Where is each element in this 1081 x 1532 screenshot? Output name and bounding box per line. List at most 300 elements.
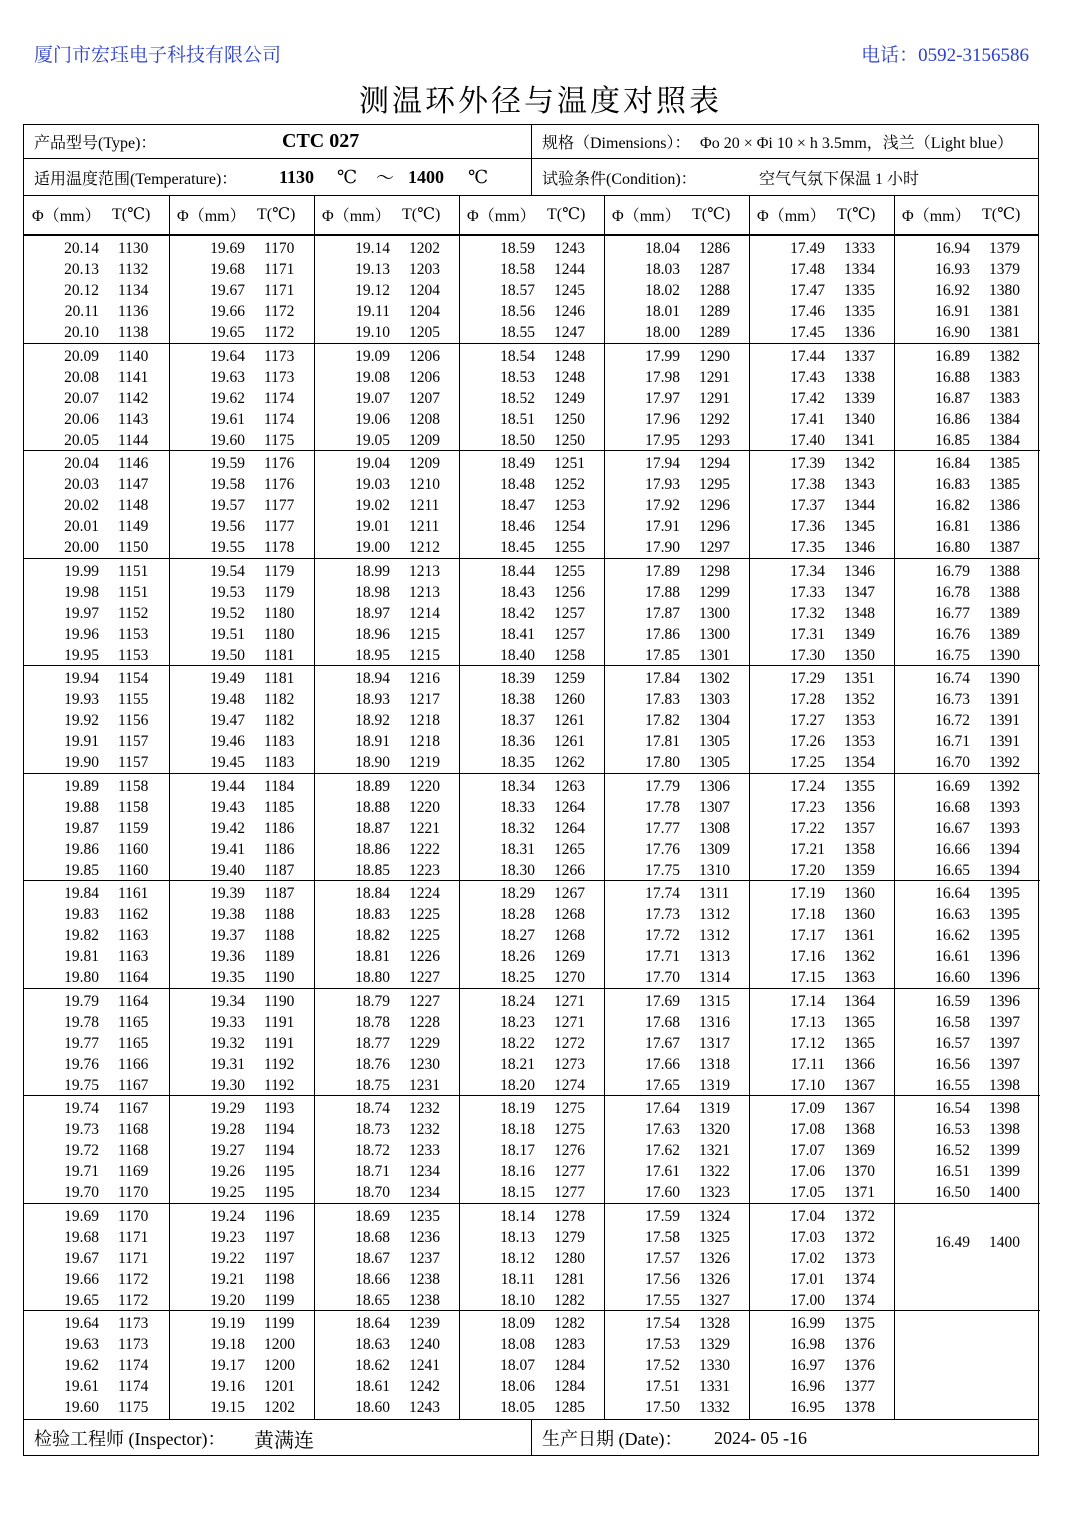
table-row — [895, 1142, 1040, 1163]
temperature-header: T(℃) — [547, 206, 586, 223]
temperature-value: 1391 — [989, 712, 1020, 729]
table-row — [315, 1056, 460, 1077]
table-row — [750, 1142, 895, 1163]
diameter-value: 17.77 — [645, 819, 680, 837]
temperature-value: 1383 — [989, 368, 1020, 386]
diameter-value: 20.03 — [64, 476, 99, 493]
table-row — [170, 432, 315, 453]
table-row — [460, 778, 605, 799]
temperature-value: 1199 — [264, 1291, 295, 1309]
diameter-value: 19.00 — [355, 539, 390, 556]
divider — [459, 196, 460, 234]
table-row — [605, 539, 750, 560]
table-row — [24, 820, 169, 841]
table-row — [170, 411, 315, 432]
table-row — [460, 799, 605, 820]
temperature-value: 1371 — [844, 1184, 875, 1201]
temperature-value: 1367 — [844, 1100, 875, 1117]
temperature-value: 1186 — [264, 819, 295, 837]
table-row — [170, 647, 315, 668]
temperature-value: 1172 — [264, 324, 295, 341]
diameter-value: 19.21 — [210, 1270, 245, 1288]
diameter-value: 17.07 — [790, 1142, 825, 1159]
diameter-value: 18.01 — [645, 303, 680, 320]
table-row — [170, 303, 315, 324]
temperature-header: T(℃) — [257, 206, 296, 223]
temperature-value: 1215 — [409, 646, 440, 664]
temperature-value: 1161 — [118, 885, 149, 902]
table-row — [750, 1271, 895, 1292]
inspector-name: 黄满连 — [254, 1429, 314, 1452]
table-row — [750, 1250, 895, 1271]
diameter-value: 17.96 — [645, 410, 680, 428]
table-row — [605, 1271, 750, 1292]
temperature-value: 1242 — [409, 1378, 440, 1395]
table-row — [895, 948, 1040, 969]
table-row — [460, 1250, 605, 1271]
diameter-value: 18.34 — [500, 777, 535, 795]
table-row — [315, 906, 460, 927]
divider — [894, 196, 895, 234]
table-row — [315, 303, 460, 324]
temperature-value: 1397 — [989, 1055, 1020, 1073]
temperature-value: 1267 — [554, 885, 585, 902]
temperature-value: 1374 — [844, 1291, 875, 1309]
table-row — [315, 754, 460, 775]
diameter-value: 19.68 — [210, 261, 245, 278]
temperature-value: 1373 — [844, 1249, 875, 1267]
diameter-value: 19.92 — [64, 712, 99, 729]
diameter-value: 18.31 — [500, 840, 535, 858]
diameter-value: 18.12 — [500, 1249, 535, 1267]
temperature-value: 1291 — [699, 368, 730, 386]
table-row — [605, 1056, 750, 1077]
diameter-value: 18.98 — [355, 583, 390, 601]
temperature-value: 1250 — [554, 410, 585, 428]
diameter-value: 16.98 — [790, 1336, 825, 1353]
temperature-value: 1215 — [409, 625, 440, 643]
temperature-value: 1164 — [118, 992, 149, 1010]
diameter-value: 17.49 — [790, 240, 825, 257]
temperature-value: 1194 — [264, 1142, 295, 1159]
table-row — [170, 927, 315, 948]
diameter-value: 19.99 — [64, 562, 99, 580]
table-row — [24, 539, 169, 560]
table-row — [170, 1292, 315, 1313]
diameter-value: 17.78 — [645, 798, 680, 816]
diameter-value: 20.08 — [64, 368, 99, 386]
temperature-value: 1183 — [264, 754, 295, 771]
table-row — [315, 240, 460, 261]
temperature-value: 1328 — [699, 1315, 730, 1332]
temperature-value: 1255 — [554, 562, 585, 580]
temperature-value: 1181 — [264, 670, 295, 687]
table-column — [314, 236, 460, 1419]
diameter-value: 17.86 — [645, 625, 680, 643]
table-row — [170, 862, 315, 883]
diameter-value: 17.89 — [645, 562, 680, 580]
table-row — [750, 1100, 895, 1121]
temperature-value: 1232 — [409, 1100, 440, 1117]
table-row — [315, 1121, 460, 1142]
diameter-value: 20.02 — [64, 497, 99, 514]
diameter-value: 19.51 — [210, 625, 245, 643]
diameter-value: 18.57 — [500, 282, 535, 299]
table-row — [605, 303, 750, 324]
table-row — [605, 1357, 750, 1378]
temperature-value: 1340 — [844, 410, 875, 428]
table-row — [315, 927, 460, 948]
temperature-value: 1225 — [409, 927, 440, 944]
diameter-value: 16.82 — [935, 497, 970, 514]
diameter-value: 19.39 — [210, 885, 245, 902]
temperature-value: 1314 — [699, 969, 730, 986]
diameter-value: 19.34 — [210, 992, 245, 1010]
temperature-value: 1204 — [409, 303, 440, 320]
diameter-value: 19.91 — [64, 733, 99, 750]
temperature-value: 1271 — [554, 1013, 585, 1031]
diameter-value: 17.19 — [790, 885, 825, 902]
diameter-value: 18.56 — [500, 303, 535, 320]
diameter-value: 19.94 — [64, 670, 99, 687]
temperature-value: 1275 — [554, 1121, 585, 1138]
diameter-value: 19.89 — [64, 777, 99, 795]
diameter-value: 16.88 — [935, 368, 970, 386]
diameter-value: 19.82 — [64, 927, 99, 944]
table-row — [315, 432, 460, 453]
table-column — [894, 236, 1040, 1419]
table-row — [605, 240, 750, 261]
temperature-value: 1299 — [699, 583, 730, 601]
table-row — [750, 539, 895, 560]
diameter-value: 19.09 — [355, 347, 390, 365]
diameter-value: 18.93 — [355, 691, 390, 708]
temperature-value: 1162 — [118, 906, 149, 923]
divider — [314, 196, 315, 234]
diameter-value: 16.63 — [935, 906, 970, 923]
table-row — [750, 993, 895, 1014]
table-row — [315, 1336, 460, 1357]
table-row — [605, 497, 750, 518]
table-row — [605, 432, 750, 453]
diameter-value: 18.48 — [500, 476, 535, 493]
diameter-value: 17.54 — [645, 1315, 680, 1332]
table-row — [170, 778, 315, 799]
table-row — [460, 969, 605, 990]
table-row — [24, 240, 169, 261]
temperature-value: 1257 — [554, 625, 585, 643]
table-row — [750, 948, 895, 969]
table-row — [750, 927, 895, 948]
table-row — [605, 862, 750, 883]
temperature-value: 1396 — [989, 992, 1020, 1010]
temperature-value: 1204 — [409, 282, 440, 299]
diameter-value: 18.37 — [500, 712, 535, 729]
temperature-value: 1154 — [118, 670, 149, 687]
temperature-value: 1246 — [554, 303, 585, 320]
table-row — [315, 411, 460, 432]
temperature-value: 1168 — [118, 1142, 149, 1159]
temperature-value: 1323 — [699, 1184, 730, 1201]
temperature-value: 1220 — [409, 798, 440, 816]
temperature-value: 1296 — [699, 518, 730, 535]
table-row — [460, 1399, 605, 1420]
table-row — [170, 605, 315, 626]
temperature-value: 1388 — [989, 562, 1020, 580]
diameter-value: 17.93 — [645, 476, 680, 493]
table-row — [24, 948, 169, 969]
temperature-value: 1217 — [409, 691, 440, 708]
diameter-value: 19.30 — [210, 1076, 245, 1094]
diameter-value: 18.82 — [355, 927, 390, 944]
table-row — [895, 497, 1040, 518]
diameter-value: 17.12 — [790, 1034, 825, 1052]
temperature-value: 1170 — [118, 1207, 149, 1225]
table-row — [605, 1100, 750, 1121]
temperature-value: 1281 — [554, 1270, 585, 1288]
temperature-value: 1144 — [118, 431, 149, 449]
diameter-value: 19.95 — [64, 646, 99, 664]
table-row — [605, 647, 750, 668]
temperature-value: 1171 — [264, 282, 295, 299]
temperature-value: 1258 — [554, 646, 585, 664]
temperature-value: 1398 — [989, 1121, 1020, 1138]
diameter-value: 19.05 — [355, 431, 390, 449]
table-row — [24, 1014, 169, 1035]
diameter-value: 18.81 — [355, 948, 390, 965]
table-row — [750, 282, 895, 303]
table-column — [24, 236, 169, 1419]
diameter-value: 16.83 — [935, 476, 970, 493]
diameter-value: 16.79 — [935, 562, 970, 580]
table-row — [895, 754, 1040, 775]
temperature-value: 1376 — [844, 1336, 875, 1353]
diameter-value: 19.68 — [64, 1228, 99, 1246]
table-row — [605, 969, 750, 990]
dims-value: Φo 20 × Φi 10 × h 3.5mm，浅兰（Light blue） — [700, 135, 1013, 152]
diameter-value: 17.03 — [790, 1228, 825, 1246]
diameter-value: 17.39 — [790, 455, 825, 472]
table-row — [24, 369, 169, 390]
diameter-value: 18.03 — [645, 261, 680, 278]
temperature-value: 1174 — [118, 1378, 149, 1395]
diameter-value: 18.33 — [500, 798, 535, 816]
diameter-value: 17.73 — [645, 906, 680, 923]
table-row — [315, 324, 460, 345]
table-row — [315, 1378, 460, 1399]
table-row — [460, 1378, 605, 1399]
table-row — [750, 476, 895, 497]
temperature-value: 1182 — [264, 712, 295, 729]
table-column — [604, 236, 750, 1419]
temperature-value: 1268 — [554, 927, 585, 944]
table-row — [170, 1163, 315, 1184]
diameter-value: 17.69 — [645, 992, 680, 1010]
table-row — [170, 455, 315, 476]
table-column — [459, 236, 605, 1419]
temperature-value: 1336 — [844, 324, 875, 341]
temperature-value: 1199 — [264, 1315, 295, 1332]
diameter-value: 17.45 — [790, 324, 825, 341]
diameter-value: 18.58 — [500, 261, 535, 278]
temperature-value: 1397 — [989, 1013, 1020, 1031]
table-row — [24, 432, 169, 453]
diameter-value: 17.41 — [790, 410, 825, 428]
temperature-value: 1362 — [844, 948, 875, 965]
diameter-value: 16.58 — [935, 1013, 970, 1031]
temperature-value: 1312 — [699, 906, 730, 923]
table-row — [315, 1163, 460, 1184]
temperature-value: 1225 — [409, 906, 440, 923]
diameter-value: 19.96 — [64, 625, 99, 643]
table-row — [315, 712, 460, 733]
table-row — [24, 778, 169, 799]
diameter-header: Φ（mm） — [612, 207, 681, 225]
table-row — [750, 497, 895, 518]
temperature-value: 1273 — [554, 1055, 585, 1073]
table-row — [315, 841, 460, 862]
temperature-value: 1339 — [844, 389, 875, 407]
table-row — [315, 691, 460, 712]
temperature-value: 1331 — [699, 1378, 730, 1395]
diameter-value: 17.23 — [790, 798, 825, 816]
table-row — [460, 455, 605, 476]
temperature-value: 1155 — [118, 691, 149, 708]
table-row — [24, 841, 169, 862]
table-row — [24, 733, 169, 754]
temperature-value: 1343 — [844, 476, 875, 493]
table-row — [24, 584, 169, 605]
diameter-value: 19.77 — [64, 1034, 99, 1052]
table-row — [24, 1399, 169, 1420]
temperature-value: 1396 — [989, 969, 1020, 986]
diameter-value: 17.50 — [645, 1399, 680, 1416]
temperature-value: 1191 — [264, 1034, 295, 1052]
diameter-value: 18.66 — [355, 1270, 390, 1288]
diameter-value: 19.83 — [64, 906, 99, 923]
temperature-value: 1289 — [699, 324, 730, 341]
table-block — [895, 1204, 1040, 1312]
temperature-value: 1277 — [554, 1163, 585, 1180]
diameter-value: 18.72 — [355, 1142, 390, 1159]
temperature-value: 1363 — [844, 969, 875, 986]
diameter-value: 17.32 — [790, 604, 825, 622]
diameter-value: 18.96 — [355, 625, 390, 643]
table-row — [315, 1035, 460, 1056]
temperature-value: 1152 — [118, 604, 149, 622]
table-row — [460, 670, 605, 691]
diameter-value: 19.38 — [210, 906, 245, 923]
temperature-value: 1166 — [118, 1055, 149, 1073]
table-row — [460, 282, 605, 303]
temperature-value: 1229 — [409, 1034, 440, 1052]
diameter-value: 17.06 — [790, 1163, 825, 1180]
diameter-header: Φ（mm） — [322, 207, 391, 225]
diameter-value: 18.90 — [355, 754, 390, 771]
temperature-value: 1275 — [554, 1100, 585, 1117]
temperature-value: 1366 — [844, 1055, 875, 1073]
temperature-value: 1167 — [118, 1100, 149, 1117]
table-row — [315, 369, 460, 390]
temperature-value: 1248 — [554, 368, 585, 386]
diameter-value: 18.06 — [500, 1378, 535, 1395]
divider — [531, 125, 532, 158]
temperature-value: 1313 — [699, 948, 730, 965]
temperature-value: 1213 — [409, 583, 440, 601]
temperature-value: 1287 — [699, 261, 730, 278]
temperature-value: 1190 — [264, 969, 295, 986]
table-row — [460, 1142, 605, 1163]
table-row — [460, 1163, 605, 1184]
temperature-value: 1143 — [118, 410, 149, 428]
diameter-value: 19.08 — [355, 368, 390, 386]
temperature-value: 1325 — [699, 1228, 730, 1246]
diameter-value: 19.63 — [64, 1336, 99, 1353]
diameter-value: 17.63 — [645, 1121, 680, 1138]
temperature-value: 1379 — [989, 261, 1020, 278]
temperature-value: 1355 — [844, 777, 875, 795]
temperature-value: 1140 — [118, 347, 149, 365]
calibration-sheet — [23, 124, 1039, 1456]
temperature-value: 1192 — [264, 1055, 295, 1073]
table-row — [750, 1056, 895, 1077]
temperature-value: 1300 — [699, 604, 730, 622]
table-row — [895, 969, 1040, 990]
table-row — [460, 754, 605, 775]
table-row — [750, 390, 895, 411]
temperature-value: 1384 — [989, 410, 1020, 428]
temperature-value: 1294 — [699, 455, 730, 472]
temperature-value: 1183 — [264, 733, 295, 750]
table-row — [24, 885, 169, 906]
diameter-value: 19.53 — [210, 583, 245, 601]
diameter-value: 19.65 — [210, 324, 245, 341]
diameter-value: 19.23 — [210, 1228, 245, 1246]
temperature-value: 1187 — [264, 885, 295, 902]
diameter-value: 19.63 — [210, 368, 245, 386]
table-row — [895, 1121, 1040, 1142]
temperature-value: 1189 — [264, 948, 295, 965]
diameter-value: 19.46 — [210, 733, 245, 750]
table-row — [170, 1184, 315, 1205]
table-row — [895, 670, 1040, 691]
diameter-value: 20.04 — [64, 455, 99, 472]
temperature-value: 1307 — [699, 798, 730, 816]
diameter-value: 17.75 — [645, 861, 680, 879]
temperature-value: 1384 — [989, 431, 1020, 449]
temperature-value: 1151 — [118, 562, 149, 580]
temperature-value: 1301 — [699, 646, 730, 664]
diameter-value: 19.12 — [355, 282, 390, 299]
table-row — [315, 282, 460, 303]
temperature-value: 1206 — [409, 347, 440, 365]
diameter-value: 17.42 — [790, 389, 825, 407]
temperature-value: 1223 — [409, 861, 440, 879]
temperature-value: 1318 — [699, 1055, 730, 1073]
diameter-value: 17.92 — [645, 497, 680, 514]
diameter-value: 19.56 — [210, 518, 245, 535]
diameter-value: 16.71 — [935, 733, 970, 750]
temperature-value: 1209 — [409, 431, 440, 449]
diameter-value: 19.24 — [210, 1207, 245, 1225]
diameter-value: 18.02 — [645, 282, 680, 299]
temperature-value: 1200 — [264, 1357, 295, 1374]
diameter-value: 19.50 — [210, 646, 245, 664]
temperature-value: 1280 — [554, 1249, 585, 1267]
temperature-value: 1333 — [844, 240, 875, 257]
table-row — [895, 906, 1040, 927]
diameter-value: 19.78 — [64, 1013, 99, 1031]
